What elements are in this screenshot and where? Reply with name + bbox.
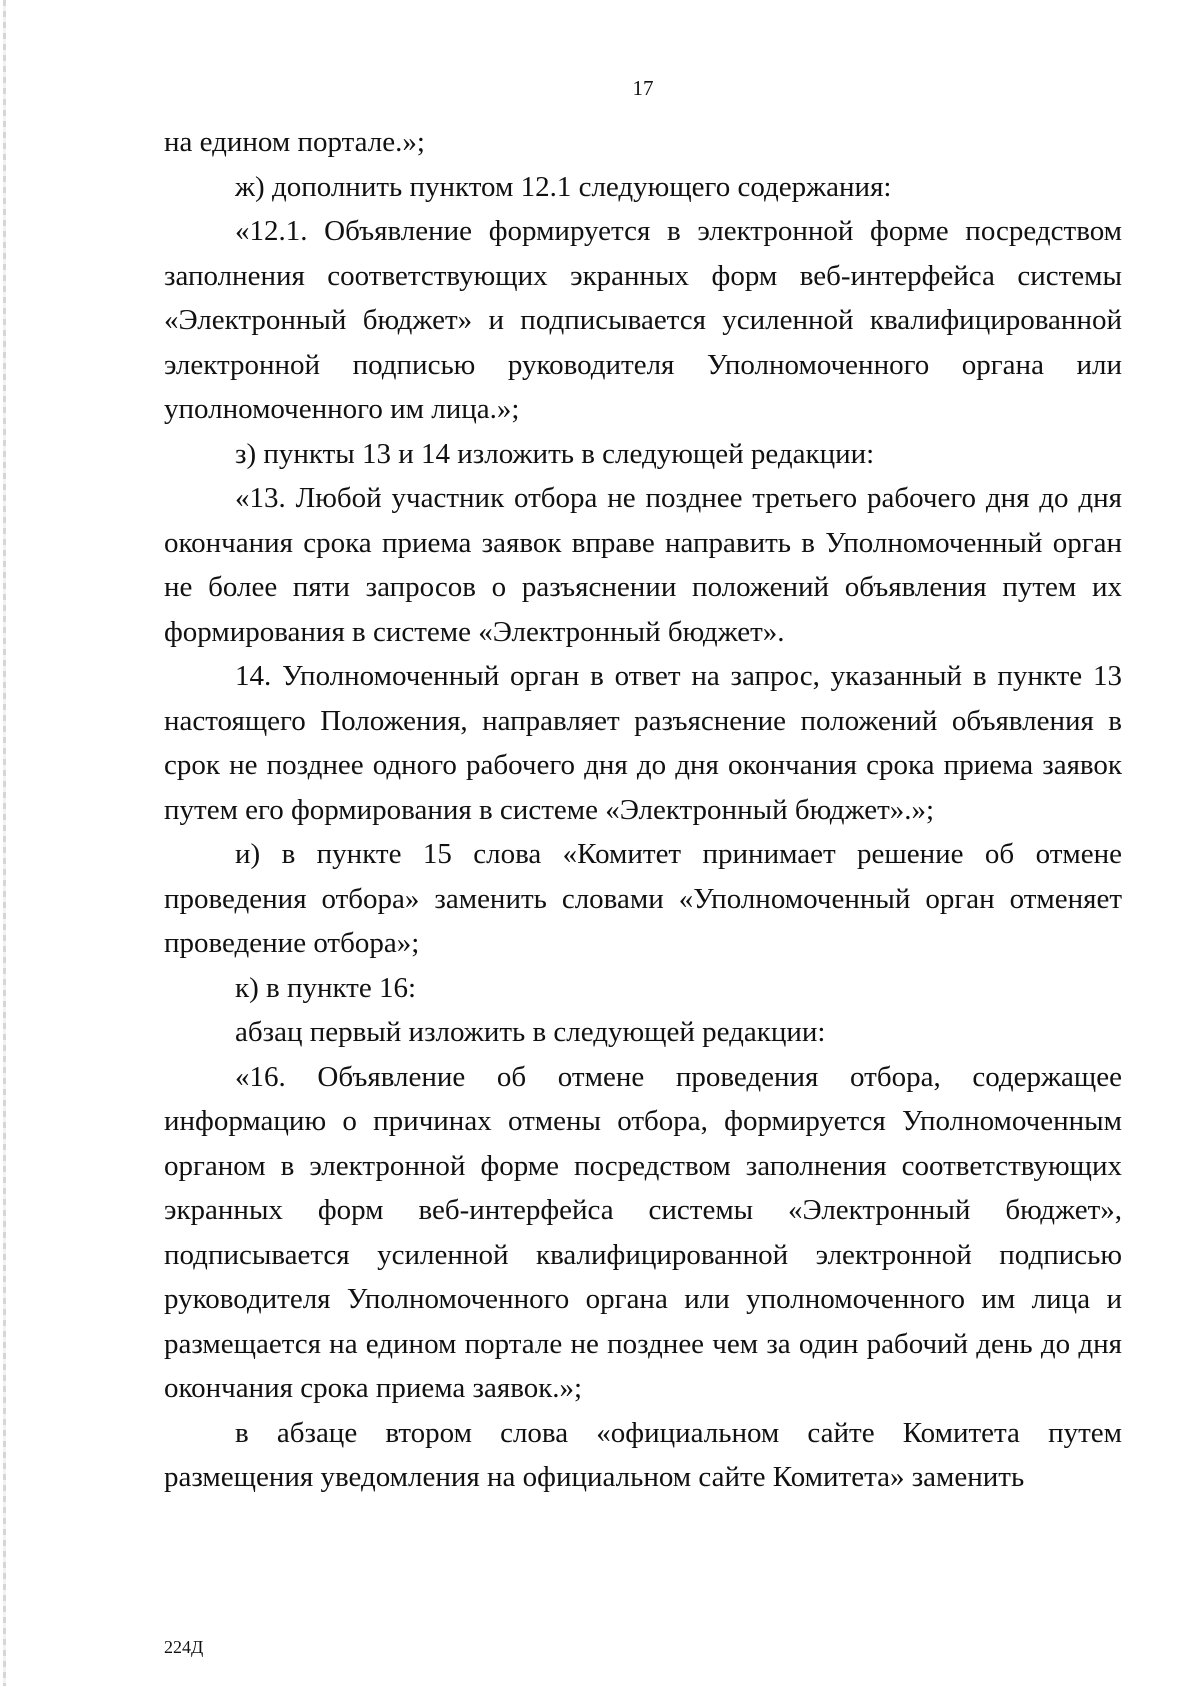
paragraph: 14. Уполномоченный орган в ответ на запрос, указанный в пункте 13 настоящего Положения, направляет разъяснение положений объявления в срок не позднее одного рабочего дня до дня окончания срока приема заявок путем его формирования в системе «Электронный бюджет».»; <box>164 660 1122 826</box>
paragraph: к) в пункте 16: <box>235 971 417 1004</box>
scan-edge-artifact <box>3 0 6 1686</box>
paragraph: з) пункты 13 и 14 изложить в следующей редакции: <box>235 437 875 470</box>
paragraph: абзац первый изложить в следующей редакции: <box>235 1016 826 1048</box>
paragraph: «12.1. Объявление формируется в электронной форме посредством заполнения соответствующих экранных форм веб-интерфейса системы «Электронный бюджет» и подписывается усиленной квалифицированной электронной подписью руководителя Уполномоченного органа или уполномоченного им лица.»; <box>164 215 1122 425</box>
paragraph: и) в пункте 15 слова «Комитет принимает решение об отмене проведения отбора» заменить словами «Уполномоченный орган отменяет проведение отбора»; <box>164 838 1122 959</box>
paragraph: ж) дополнить пунктом 12.1 следующего содержания: <box>235 170 892 203</box>
paragraph: на едином портале.»; <box>164 126 425 158</box>
paragraph: «16. Объявление об отмене проведения отбора, содержащее информацию о причинах отмены отбора, формируется Уполномоченным органом в электронной форме посредством заполнения соответствующих экранных форм веб-интерфейса системы «Электронный бюджет», подписывается усиленной квалифицированной электронной подписью руководителя Уполномоченного органа или уполномоченного им лица и размещается на едином портале не позднее чем за один рабочий день до дня окончания срока приема заявок.»; <box>164 1060 1122 1404</box>
page-number: 17 <box>632 76 654 100</box>
paragraph: «13. Любой участник отбора не позднее третьего рабочего дня до дня окончания срока приема заявок вправе направить в Уполномоченный орган не более пяти запросов о разъяснении положений объявления путем их формирования в системе «Электронный бюджет». <box>164 482 1122 648</box>
document-body <box>164 120 1122 1500</box>
paragraph: в абзаце втором слова «официальном сайте Комитета путем размещения уведомления на официальном сайте Комитета» заменить <box>164 1416 1122 1493</box>
footer-document-code: 224Д <box>164 1637 204 1657</box>
